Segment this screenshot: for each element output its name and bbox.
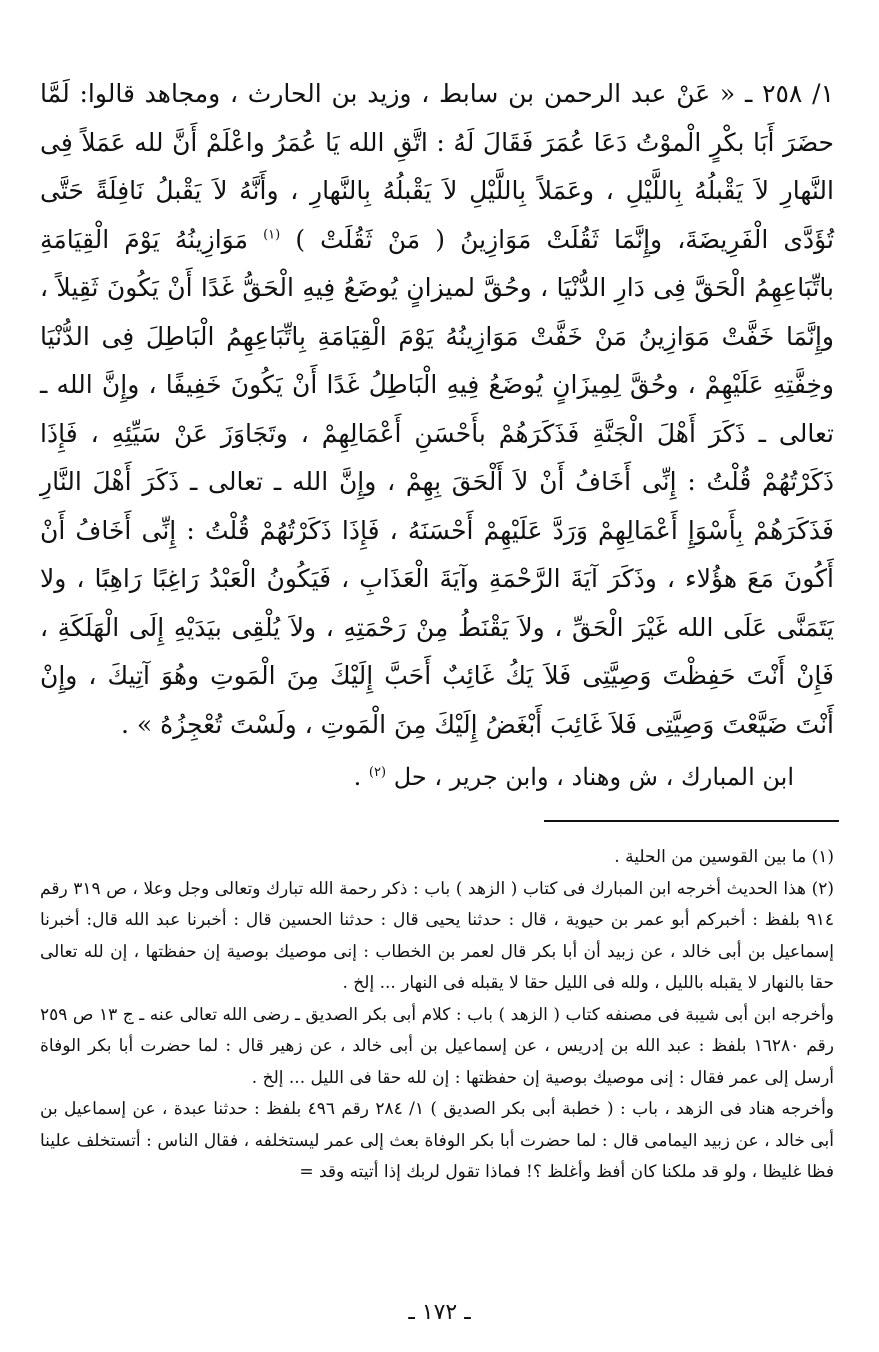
source-citation	[40, 755, 794, 799]
footnotes	[40, 842, 834, 1189]
footnote-2-para-2: وأخرجه ابن أبى شيبة فى مصنفه كتاب ( الزهد ) باب : كلام أبى بكر الصديق ـ رضى الله تعالى عنه ـ ج ١٣ ص ٢٥٩ رقم ١٦٢٨٠ بلفظ : عبد الله بن إدريس ، عن إسماعيل بن أبى خالد ، عن زهير قال : لما حضرت أبا بكر الوفاة أرسل إلى عمر فقال : إنى موصيك بوصية إن حفظتها : إن لله حقا فى الليل ... إلخ .	[40, 1004, 834, 1088]
footnote-ref-1[interactable]: (١)	[263, 227, 281, 243]
main-content	[40, 70, 834, 799]
page-number: ـ ١٧٢ ـ	[408, 1300, 471, 1325]
footnote-divider	[544, 820, 839, 822]
footnote-2-para-3: وأخرجه هناد فى الزهد ، باب : ( خطبة أبى بكر الصديق ) ١/ ٢٨٤ رقم ٤٩٦ بلفظ : حدثنا عبدة ، عن إسماعيل بن أبى خالد ، عن زبيد اليمامى قال : لما حضرت أبا بكر الوفاة بعث إلى عمر ليستخلفه ، فقال الناس : أتستخلف علينا فظا غليظا ، ولو قد ملكنا كان أفظ وأغلظ ؟! فماذا تقول لربك إذا أتيته وقد =	[40, 1099, 834, 1182]
hadith-paragraph	[40, 70, 834, 749]
hadith-text	[40, 70, 834, 749]
source-citation-end: .	[353, 763, 362, 791]
footnote-2: (٢) هذا الحديث أخرجه ابن المبارك فى كتاب ( الزهد ) باب : ذكر رحمة الله تبارك وتعالى وجل وعلا ، ص ٣١٩ رقم ٩١٤ بلفظ : أخبركم أبو عمر بن حيوية ، قال : حدثنا يحيى قال : حدثنا الحسين قال : أخبرنا عبد الله قال: أخبرنا إسماعيل بن أبى خالد ، عن زبيد أن أبا بكر قال لعمر بن الخطاب : إنى موصيك بوصية إن حفظتها ، إن لله تعالى حقا بالنهار لا يقبله بالليل ، ولله فى الليل حقا لا يقبله فى النهار ... إلخ .	[40, 878, 834, 993]
source-citation-text: ابن المبارك ، ش وهناد ، وابن جرير ، حل	[393, 763, 794, 791]
footnote-1: (١) ما بين القوسين من الحلية .	[614, 847, 834, 867]
hadith-paragraph-part2: مَوَازِينُهُ يَوْمَ الْقِيَامَةِ باتِّبَاعِهِمُ الْحَقَّ فِى دَارِ الدُّنْيَا ، وحُقَّ لميزانٍ يُوضَعُ فِيهِ الْحَقُّ غَدًا أَنْ يَكُونَ ثَقِيلاً ، وإِنَّمَا خَفَّتْ مَوَازِينُ مَنْ خَفَّتْ مَوَازِينُهُ يَوْمَ الْقِيَامَةِ بِاتِّبَاعِهِمُ الْبَاطِلَ فِى الدُّنْيَا وخِفَّتِهِ عَلَيْهِمْ ، وحُقَّ لِمِيزَانٍ يُوضَعُ فِيهِ الْبَاطِلُ غَدًا أَنْ يَكُونَ خَفِيفًا ، وإِنَّ الله ـ تعالى ـ ذَكَرَ أَهْلَ الْجَنَّةِ فَذَكَرَهُمْ بأَحْسَنِ أَعْمَالِهِمْ ، وتَجَاوَزَ عَنْ سَيِّئِهِ ، فَإِذَا ذَكَرْتُهُمْ قُلْتُ : إِنِّى أَخَافُ أَنْ لاَ أَلْحَقَ بِهِمْ ، وإِنَّ الله ـ تعالى ـ ذَكَرَ أَهْلَ النَّارِ فَذَكَرَهُمْ بِأَسْوَإِ أَعْمَالِهِمْ وَرَدَّ عَلَيْهِمْ أَحْسَنَهُ ، فَإِذَا ذَكَرْتُهُمْ قُلْتُ : إِنِّى أَخَافُ أَنْ أَكُونَ مَعَ هؤُلاء ، وذَكَرَ آيَةَ الرَّحْمَةِ وآيَةَ الْعَذَابِ ، فَيَكُونُ الْعَبْدُ رَاغِبًا رَاهِبًا ، ولا يَتَمَنَّى عَلَى الله غَيْرَ الْحَقِّ ، ولاَ يَقْنَطُ مِنْ رَحْمَتِهِ ، ولاَ يُلْقِى بيَدَيْهِ إِلَى الْهَلَكَةِ ، فَإِنْ أَنْتَ حَفِظْتَ وَصِيَّتِى فَلاَ يَكُ غَائِبٌ أَحَبَّ إِلَيْكَ مِنَ الْمَوتِ وهُوَ آتِيكَ ، وإِنْ أَنْتَ ضَيَّعْتَ وَصِيَّتِى فَلاَ غَائِبَ أَبْغَضُ إِلَيْكَ مِنَ الْمَوتِ ، ولَسْتَ تُعْجِزُهُ » .	[40, 224, 834, 739]
footnote-ref-2[interactable]: (٢)	[368, 765, 387, 780]
hadith-paragraph-part1: ١/ ٢٥٨ ـ « عَنْ عبد الرحمن بن سابط ، وزيد بن الحارث ، ومجاهد قالوا: لَمَّا حضَرَ أَبَا بكْرٍ الْموْتُ دَعَا عُمَرَ فَقَالَ لَهُ : اتَّقِ الله يَا عُمَرُ واعْلَمْ أَنَّ لله عَمَلاً فِى النَّهارِ لاَ يَقْبلُهُ بِاللَّيْلِ ، وعَمَلاً بِاللَّيْلِ لاَ يَقْبلُهُ بِالنَّهارِ ، وأَنَّهُ لاَ يَقْبلُ نَافِلَةً حَتَّى تُؤَدَّى الْفَرِيضَةَ، وإِنَّمَا ثَقُلَتْ مَوَازِينُ ( مَنْ ثَقُلَتْ )	[40, 79, 834, 254]
